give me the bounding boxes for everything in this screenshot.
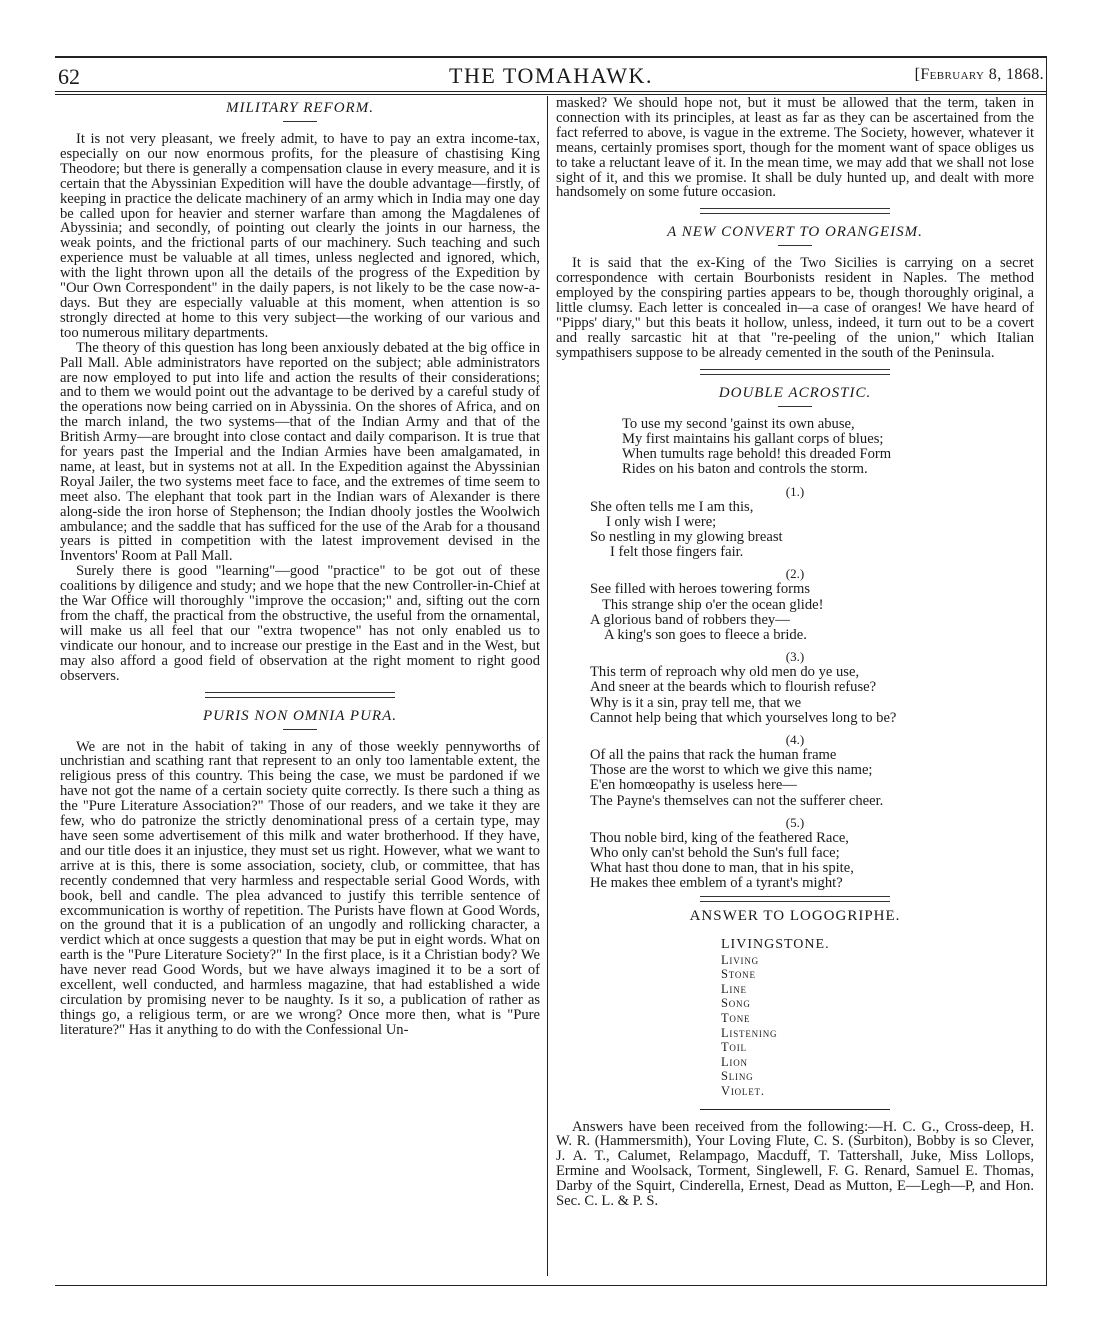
stanza-3 bbox=[590, 665, 1034, 726]
title-rule bbox=[778, 406, 812, 407]
right-margin-rule bbox=[1046, 56, 1047, 1286]
poem-line: This strange ship o'er the ocean glide! bbox=[602, 596, 824, 613]
military-reform-paragraph-2: The theory of this question has long been anxiously debated at the big office in Pall Mall. Able administrators have reported on the subject; able administrators are now employed to put into life and action the results of their considerations; and to them we would point out the advantage to be derived by a careful study of the operations now being carried on in Abyssinia. On the shores of Africa, and on the march inland, the two systems—that of the Indian Army and that of the British Army—are brought into close contact and daily comparison. It is true that for years past the Imperial and the Indian Armies have been amalgamated, in name, at least, but in systems not at all. In the Expedition against the Abyssinian Royal Jailer, the two systems meet face to face, and the extremes of time seem to meet also. The elephant that took part in the Indian wars of Alexander is there along-side the iron horse of Stephenson; the Indian dhooly jostles the Woolwich ambulance; and the saddle that has sufficed for the use of the Arab for a thousand years is pitted in competition with the latest improvement devised in the Inventors' Room at Pall Mall. bbox=[60, 339, 540, 565]
puris-title: PURIS NON OMNIA PURA. bbox=[202, 707, 398, 724]
title-rule bbox=[283, 729, 317, 730]
poem-line: E'en homœopathy is useless here— bbox=[590, 777, 797, 794]
poem-line: Why is it a sin, pray tell me, that we bbox=[590, 694, 802, 711]
military-reform-title: MILITARY REFORM. bbox=[226, 100, 374, 116]
section-divider bbox=[700, 369, 890, 375]
answers-rule bbox=[700, 1109, 890, 1110]
poem-line: Cannot help being that which yourselves long to be? bbox=[590, 709, 897, 726]
poem-line: She often tells me I am this, bbox=[590, 498, 754, 515]
poem-line: Rides on his baton and controls the storm. bbox=[622, 461, 868, 478]
poem-line: A glorious band of robbers they— bbox=[590, 611, 790, 628]
stanza-number: (1.) bbox=[785, 483, 805, 499]
poem-line: I felt those fingers fair. bbox=[610, 544, 744, 561]
title-rule bbox=[283, 121, 317, 122]
military-reform-paragraph-1: It is not very pleasant, we freely admit, to have to pay an extra income-tax, especially on our now enormous profits, for the pleasure of chastising King Theodore; but there is generally a compensation clause in every measure, and it is certain that the Abyssinian Expedition will have the double advantage—firstly, of keeping in practice the delicate machinery of an army which in India may one day be called upon for heavier and sterner warfare than among the Magdalenes of Abyssinia; and secondly, of pointing out clearly the joints in our harness, the weak points, and the frictional parts of our machinery. Such teaching and such experience must be valuable at all times, unless neglected and ignored, which, with the light thrown upon all the details of the progress of the Expedition by "Our Own Correspondent" in the daily papers, is not likely to be the case now-a-days. But they are especially valuable at this moment, when attention is so strongly directed at home to this very subject—the working of our various and too numerous military departments. bbox=[60, 131, 540, 341]
list-item: Living bbox=[721, 952, 759, 967]
list-item: Lion bbox=[721, 1054, 748, 1069]
poem-line: So nestling in my glowing breast bbox=[590, 528, 783, 545]
stanza-number: (3.) bbox=[785, 649, 805, 665]
stanza-number: (5.) bbox=[785, 814, 805, 830]
stanza-4 bbox=[590, 748, 1034, 809]
poem-line: This term of reproach why old men do ye use, bbox=[590, 664, 860, 681]
list-item: Sling bbox=[721, 1069, 754, 1084]
puris-continuation: masked? We should hope not, but it must be allowed that the term, taken in connection with its principles, at least as far as they can be ascertained from the fact referred to above, is vague in the extreme. The Society, however, whatever it means, certainly promises sport, though for the moment want of space obliges us to take a reluctant leave of it. In the mean time, we may add that we shall not lose sight of it, and this we promise. It shall be duly hunted up, and dealt with more handsomely on some future occasion. bbox=[556, 95, 1034, 201]
page-number: 62 bbox=[58, 64, 80, 89]
poem-line: I only wish I were; bbox=[606, 513, 717, 530]
poem-line: To use my second 'gainst its own abuse, bbox=[622, 415, 855, 432]
section-divider bbox=[205, 692, 395, 698]
poem-line: A king's son goes to fleece a bride. bbox=[604, 626, 807, 643]
puris-paragraph: We are not in the habit of taking in any of those weekly pennyworths of unchristian and scathing rant that represent to an only too lamentable extent, the religious press of this country. This being the case, we must be pardoned if we have not got the name of a certain society quite correctly. Is there such a thing as the "Pure Literature Association?" Those of our readers, and we take it they are few, who do patronize the strictly denominational press of a certain type, may have seen some advertisement of this milk and water brotherhood. If they have, and our title does it an injustice, they must set us right. However, what we want to arrive at is this, there is some association, society, club, or committee, that has recently condemned that very harmless and respectable serial Good Words, with book, bell and candle. The plea advanced to justify this terrible sentence of excommunication is worthy of repetition. The Purists have flown at Good Words, on the ground that it is a publication of an ungodly and rollicking character, a verdict which at once suggests a question that may be put in eight words. What on earth is the "Pure Literature Society?" In the first place, is it a Christian body? We have never read Good Words, but we have always imagined it to be a sort of excellent, well conducted, and harmless magazine, that had established a wide circulation by promising never to be naughty. Is it so, a publication of rather as things go, a religious term, or are we wrong? Once more then, what is "Pure literature?" Has it anything to do with the Confessional Un- bbox=[60, 738, 540, 1038]
stanza-number: (4.) bbox=[785, 731, 805, 747]
stanza-5 bbox=[590, 831, 1034, 892]
logogriphe-word-list bbox=[721, 953, 1034, 1099]
top-rule bbox=[55, 56, 1047, 58]
poem-line: What hast thou done to man, that in his spite, bbox=[590, 860, 854, 877]
masthead: THE TOMAHAWK. bbox=[449, 63, 653, 88]
column-divider bbox=[547, 96, 548, 1276]
list-item: Toil bbox=[721, 1040, 747, 1055]
stanza-1 bbox=[590, 500, 1034, 561]
poem-line: Thou noble bird, king of the feathered Race, bbox=[590, 829, 849, 846]
acrostic-intro bbox=[622, 417, 1034, 478]
list-item: Stone bbox=[721, 967, 756, 982]
right-column bbox=[556, 96, 1034, 1209]
list-item: Song bbox=[721, 996, 751, 1011]
poem-line: And sneer at the beards which to flourish refuse? bbox=[590, 679, 877, 696]
poem-line: He makes thee emblem of a tyrant's might? bbox=[590, 875, 843, 892]
header-rule bbox=[55, 91, 1047, 92]
list-item: Line bbox=[721, 981, 747, 996]
poem-line: My first maintains his gallant corps of blues; bbox=[622, 430, 884, 447]
acrostic-title: DOUBLE ACROSTIC. bbox=[718, 384, 872, 401]
left-column bbox=[60, 96, 540, 1038]
list-item: Listening bbox=[721, 1025, 778, 1040]
poem-line: Those are the worst to which we give this name; bbox=[590, 762, 873, 779]
poem-line: The Payne's themselves can not the sufferer cheer. bbox=[590, 792, 884, 809]
section-divider bbox=[700, 896, 890, 902]
bottom-rule bbox=[55, 1285, 1047, 1286]
issue-date: [February 8, 1868. bbox=[914, 66, 1044, 83]
military-reform-paragraph-3: Surely there is good "learning"—good "practice" to be got out of these coalitions by diligence and study; and we hope that the new Controller-in-Chief at the War Office will thoroughly "improve the occasion;" and, sifting out the corn from the chaff, the practical from the obstructive, the useful from the ornamental, will make us all feel that our "extra twopence" has not only enabled us to vindicate our honour, and to increase our prestige in the East and in the West, but may also afford a good field of observation at the right moment to right good observers. bbox=[60, 563, 540, 684]
orangeism-title: A NEW CONVERT TO ORANGEISM. bbox=[667, 224, 923, 241]
poem-line: Who only can'st behold the Sun's full face; bbox=[590, 844, 840, 861]
logogriphe-title: ANSWER TO LOGOGRIPHE. bbox=[689, 907, 901, 924]
answers-paragraph: Answers have been received from the following:—H. C. G., Cross-deep, H. W. R. (Hammersmith), Your Loving Flute, C. S. (Surbiton), Bobby is so Clever, J. A. T., Calumet, Relampago, Macduff, T. Tattershall, Juke, Miss Lollops, Ermine and Woolsack, Torment, Singlewell, F. G. Renard, Samuel E. Thomas, Darby of the Squirt, Cinderella, Ernest, Dead as Mutton, E—Legh—P, and Hon. Sec. C. L. & P. S. bbox=[556, 1118, 1034, 1210]
section-divider bbox=[700, 208, 890, 214]
title-rule bbox=[778, 245, 812, 246]
logogriphe-answer: LIVINGSTONE. bbox=[721, 936, 830, 952]
stanza-2 bbox=[590, 582, 1034, 643]
stanza-number: (2.) bbox=[785, 566, 805, 582]
list-item: Violet. bbox=[721, 1083, 765, 1098]
orangeism-paragraph: It is said that the ex-King of the Two Sicilies is carrying on a secret correspondence with certain Bourbonists resident in Naples. The method employed by the conspiring parties appears to be, though thoroughly original, a little clumsy. Each letter is concealed in—a case of oranges! We have heard of "Pipps' diary," but this beats it hollow, unless, indeed, it turn out to be a covert and really sarcastic hit at that "re-peeling of the union," which Italian sympathisers suppose to be already cemented in the south of the Peninsula. bbox=[556, 255, 1034, 361]
list-item: Tone bbox=[721, 1010, 751, 1025]
poem-line: See filled with heroes towering forms bbox=[590, 581, 811, 598]
poem-line: Of all the pains that rack the human frame bbox=[590, 746, 837, 763]
poem-line: When tumults rage behold! this dreaded Form bbox=[622, 446, 892, 463]
page-header bbox=[58, 64, 1044, 90]
